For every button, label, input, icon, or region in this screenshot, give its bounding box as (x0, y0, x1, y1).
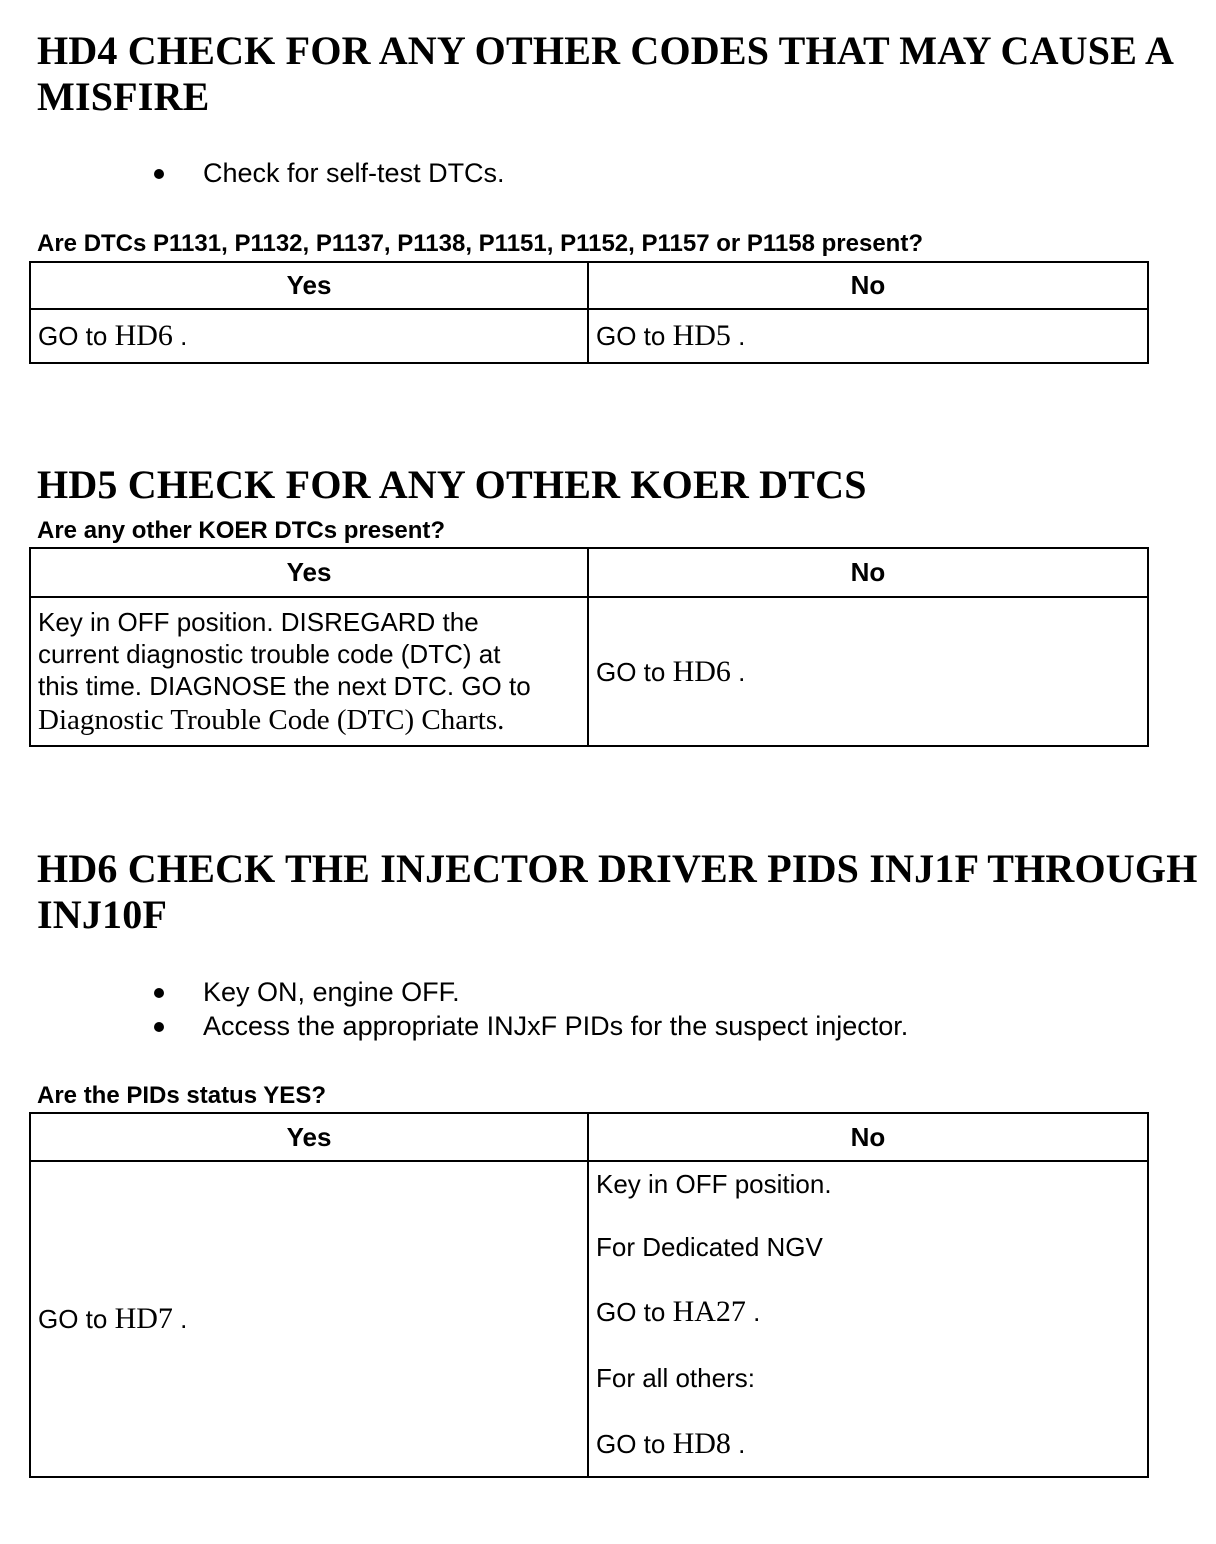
no-goto-line (596, 1296, 1140, 1328)
bullet-text: Access the appropriate INJxF PIDs for the suspect injector. (203, 1011, 909, 1041)
hd6-decision-table (29, 1112, 1149, 1478)
yes-text-line: current diagnostic trouble code (DTC) at (38, 638, 501, 669)
hd6-bullet-list (150, 975, 908, 1043)
goto-suffix: . (738, 656, 746, 687)
bullet-icon (154, 988, 164, 998)
list-item (150, 156, 505, 190)
header-yes: Yes (30, 548, 588, 597)
list-item (150, 1009, 908, 1043)
no-goto-line (596, 1428, 1140, 1460)
goto-link-ha27[interactable]: HA27 (672, 1295, 746, 1328)
no-text-line: For Dedicated NGV (596, 1232, 823, 1262)
yes-text-line: this time. DIAGNOSE the next DTC. GO to (38, 670, 531, 701)
hd4-title (37, 28, 1174, 120)
hd6-title-line1: HD6 CHECK THE INJECTOR DRIVER PIDS INJ1F THROUGH (37, 846, 1198, 891)
goto-suffix: . (180, 1304, 188, 1334)
hd4-no-cell (588, 309, 1148, 363)
goto-link-hd7[interactable]: HD7 (114, 1302, 173, 1335)
bullet-text: Check for self-test DTCs. (203, 158, 505, 188)
no-text-line: For all others: (596, 1363, 755, 1393)
header-yes: Yes (30, 1113, 588, 1161)
bullet-icon (154, 1022, 164, 1032)
hd5-question: Are any other KOER DTCs present? (37, 517, 446, 544)
hd4-yes-cell (30, 309, 588, 363)
goto-suffix: . (738, 1429, 746, 1459)
list-item (150, 975, 908, 1009)
header-yes: Yes (30, 262, 588, 309)
hd6-no-cell (588, 1161, 1148, 1477)
hd4-bullet-list (150, 156, 505, 190)
header-no: No (588, 1113, 1148, 1161)
yes-text-line: Key in OFF position. DISREGARD the (38, 606, 479, 637)
goto-link-hd5[interactable]: HD5 (672, 319, 731, 352)
hd5-yes-cell (30, 597, 588, 746)
goto-link-hd6[interactable]: HD6 (672, 654, 731, 688)
goto-prefix: GO to (596, 656, 666, 687)
hd5-decision-table (29, 547, 1149, 747)
bullet-icon (154, 169, 164, 179)
hd4-decision-table (29, 261, 1149, 364)
hd4-title-line2: MISFIRE (37, 74, 210, 119)
header-no: No (588, 548, 1148, 597)
hd6-yes-cell (30, 1161, 588, 1477)
hd4-title-line1: HD4 CHECK FOR ANY OTHER CODES THAT MAY CAUSE A (37, 28, 1175, 73)
goto-prefix: GO to (38, 321, 108, 351)
hd6-title-line2: INJ10F (37, 892, 168, 937)
goto-prefix: GO to (596, 1429, 666, 1459)
goto-link-hd8[interactable]: HD8 (672, 1427, 731, 1460)
goto-link-hd6[interactable]: HD6 (114, 319, 173, 352)
goto-prefix: GO to (596, 1297, 666, 1327)
goto-suffix: . (738, 321, 746, 351)
hd5-no-cell (588, 597, 1148, 746)
hd4-question: Are DTCs P1131, P1132, P1137, P1138, P1151, P1152, P1157 or P1158 present? (37, 230, 923, 257)
goto-prefix: GO to (596, 321, 666, 351)
goto-suffix: . (180, 321, 188, 351)
hd6-question: Are the PIDs status YES? (37, 1082, 326, 1109)
hd6-title (37, 846, 1198, 938)
goto-link-dtc-charts[interactable]: Diagnostic Trouble Code (DTC) Charts. (38, 703, 505, 736)
bullet-text: Key ON, engine OFF. (203, 977, 460, 1007)
header-no: No (588, 262, 1148, 309)
goto-prefix: GO to (38, 1304, 108, 1334)
goto-suffix: . (753, 1297, 761, 1327)
no-text-line: Key in OFF position. (596, 1169, 832, 1199)
hd5-title: HD5 CHECK FOR ANY OTHER KOER DTCS (37, 462, 867, 507)
